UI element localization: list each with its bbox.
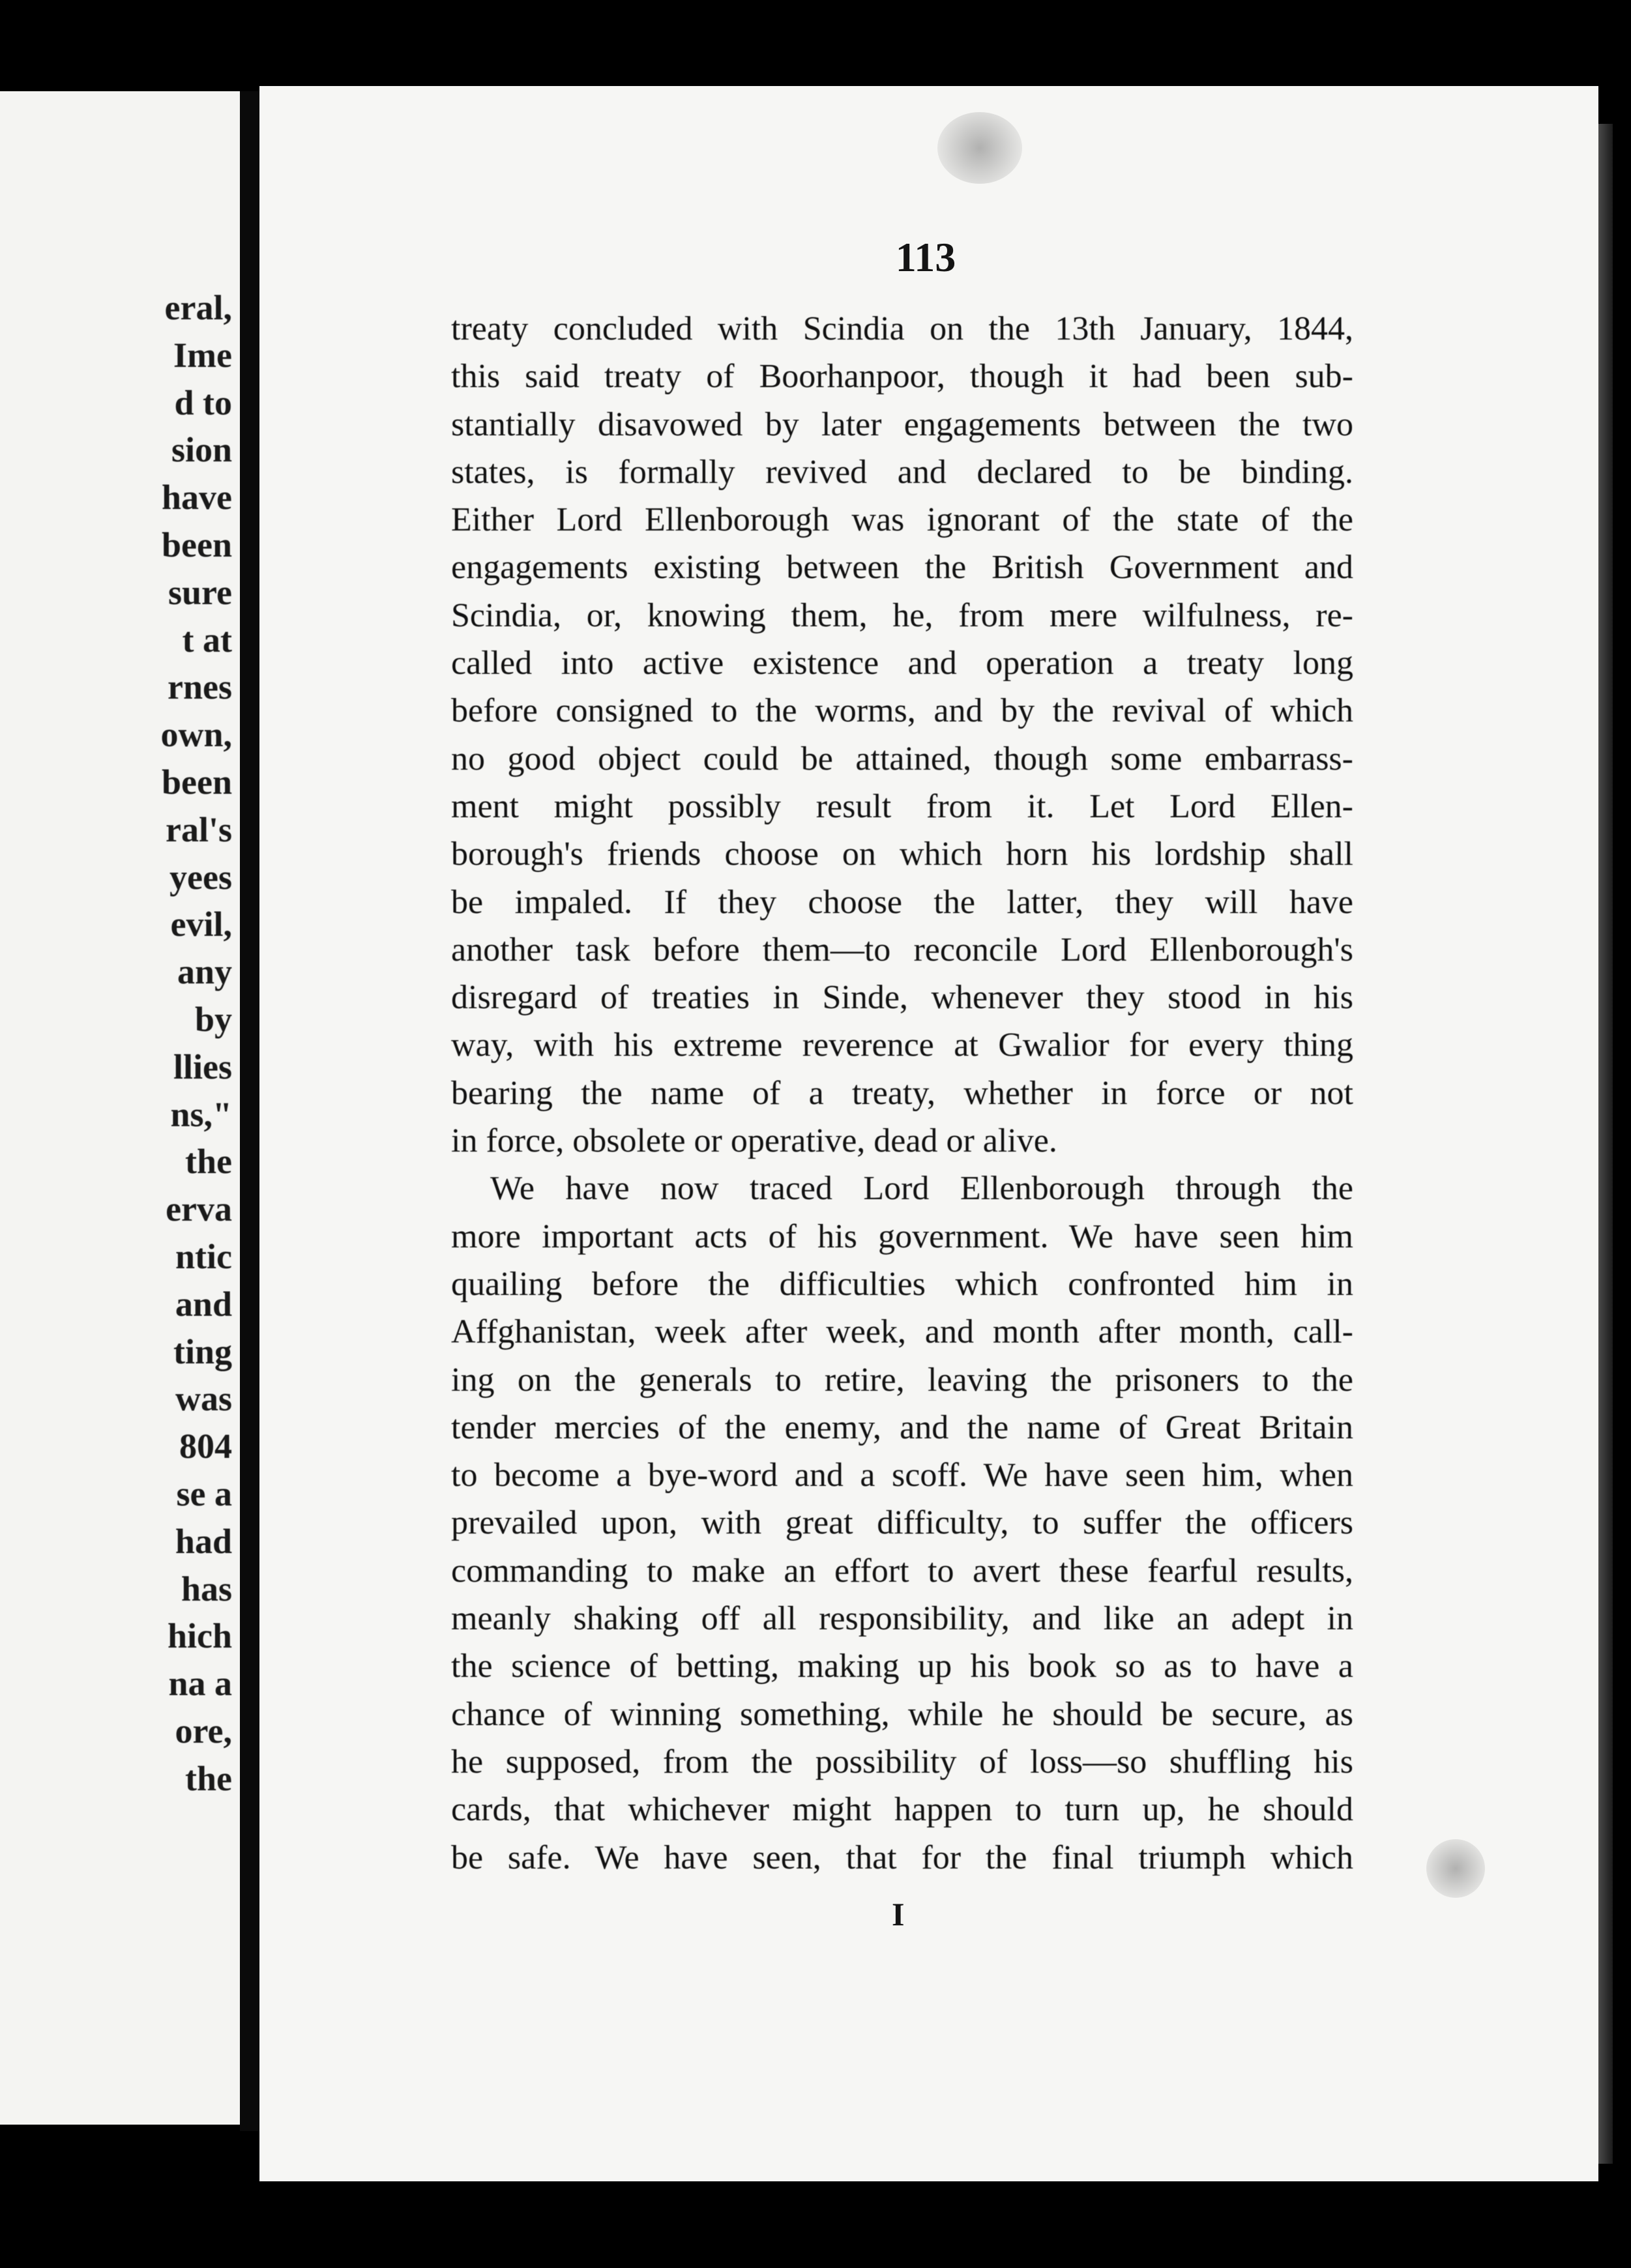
text-line: We have now traced Lord Ellenborough through the: [490, 1170, 1353, 1208]
text-line: chance of winning something, while he should be secure, as: [451, 1695, 1353, 1733]
left-page: [0, 91, 240, 2125]
text-line: commanding to make an effort to avert these fearful results,: [451, 1552, 1353, 1590]
text-line: disregard of treaties in Sinde, whenever they stood in his: [451, 979, 1353, 1017]
text-line: Affghanistan, week after week, and month after month, call-: [451, 1313, 1353, 1351]
text-line: states, is formally revived and declared to be binding.: [451, 453, 1353, 491]
text-line: the science of betting, making up his book so as to have a: [451, 1648, 1353, 1685]
text-line: be safe. We have seen, that for the final triumph which: [451, 1839, 1353, 1876]
left-page-fragment: ore,: [175, 1711, 232, 1751]
left-page-fragment: erva: [166, 1189, 232, 1229]
left-page-fragment: any: [177, 952, 232, 992]
left-page-fragment: been: [162, 763, 232, 802]
left-page-fragment: yees: [169, 857, 232, 897]
text-line: to become a bye-word and a scoff. We have seen him, when: [451, 1457, 1353, 1494]
left-page-fragment: hich: [167, 1616, 232, 1656]
text-line: treaty concluded with Scindia on the 13th January, 1844,: [451, 310, 1353, 347]
text-line: stantially disavowed by later engagements between the two: [451, 405, 1353, 443]
left-page-fragment: na a: [168, 1664, 232, 1704]
paper-smudge: [1426, 1839, 1485, 1898]
paper-smudge: [937, 112, 1022, 184]
text-line: no good object could be attained, though some embarrass-: [451, 740, 1353, 778]
left-page-fragment: has: [181, 1569, 232, 1608]
text-line: prevailed upon, with great difficulty, to suffer the officers: [451, 1504, 1353, 1542]
left-page-fragment: by: [194, 1000, 232, 1039]
page-edge: [1598, 124, 1613, 2164]
left-page-fragment: had: [175, 1521, 232, 1561]
left-page-fragment: the: [185, 1758, 232, 1798]
text-line: meanly shaking off all responsibility, and like an adept in: [451, 1600, 1353, 1638]
left-page-fragment: ntic: [175, 1237, 232, 1276]
text-line: he supposed, from the possibility of loss—so shuffling his: [451, 1743, 1353, 1781]
text-line: way, with his extreme reverence at Gwalior for every thing: [451, 1026, 1353, 1064]
signature-mark: I: [892, 1896, 905, 1932]
text-line: more important acts of his government. We have seen him: [451, 1217, 1353, 1255]
left-page-fragment: ting: [173, 1331, 232, 1371]
left-page-fragment: eral,: [164, 288, 232, 327]
body-text: [451, 305, 1353, 1882]
left-page-fragment: own,: [160, 715, 232, 755]
left-page-fragment: se a: [176, 1474, 232, 1513]
left-page-fragment: been: [162, 525, 232, 564]
left-page-fragment: was: [175, 1379, 232, 1419]
left-page-fragment: llies: [173, 1047, 232, 1086]
text-line: ing on the generals to retire, leaving the prisoners to the: [451, 1361, 1353, 1399]
left-page-fragment: 804: [179, 1427, 232, 1466]
left-page-fragment: Ime: [173, 335, 232, 375]
left-page-fragment: sure: [168, 572, 232, 612]
text-line: another task before them—to reconcile Lord Ellenborough's: [451, 931, 1353, 968]
text-line: Scindia, or, knowing them, he, from mere wilfulness, re-: [451, 596, 1353, 634]
text-line: Either Lord Ellenborough was ignorant of the state of the: [451, 501, 1353, 539]
left-page-fragment: have: [162, 478, 232, 517]
text-line: this said treaty of Boorhanpoor, though it had been sub-: [451, 358, 1353, 396]
text-line: tender mercies of the enemy, and the name of Great Britain: [451, 1408, 1353, 1446]
text-line: before consigned to the worms, and by the revival of which: [451, 692, 1353, 730]
left-page-fragment: the: [185, 1142, 232, 1182]
left-page-fragment: evil,: [170, 905, 232, 944]
text-line: called into active existence and operation a treaty long: [451, 645, 1353, 682]
text-line: be impaled. If they choose the latter, they will have: [451, 883, 1353, 921]
text-line: engagements existing between the British Government and: [451, 549, 1353, 587]
text-line: cards, that whichever might happen to turn up, he should: [451, 1791, 1353, 1829]
left-page-fragment: ral's: [166, 809, 232, 849]
text-line: quailing before the difficulties which confronted him in: [451, 1265, 1353, 1303]
left-page-fragment: and: [175, 1284, 232, 1324]
left-page-fragment: sion: [171, 430, 232, 470]
text-line: in force, obsolete or operative, dead or alive.: [451, 1122, 1057, 1160]
left-page-fragment: d to: [174, 383, 232, 422]
page-number: 113: [895, 234, 956, 280]
left-page-fragment: rnes: [168, 667, 232, 707]
text-line: borough's friends choose on which horn his lordship shall: [451, 836, 1353, 873]
left-page-fragment: t at: [182, 620, 232, 660]
text-line: bearing the name of a treaty, whether in force or not: [451, 1074, 1353, 1112]
book-gutter: [240, 91, 259, 2131]
text-line: ment might possibly result from it. Let Lord Ellen-: [451, 787, 1353, 825]
left-page-fragment: ns,": [170, 1094, 232, 1134]
